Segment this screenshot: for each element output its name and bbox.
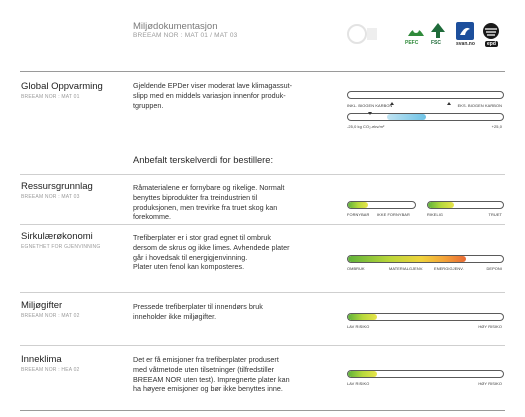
epd-label: epd: [487, 41, 496, 47]
bar-circular: [347, 255, 504, 263]
section-title-miljo: Miljøgifter: [21, 300, 63, 311]
bar-renewable: [347, 201, 416, 209]
bar-label: EKS. BIOGEN KARBON: [457, 103, 502, 108]
section-title-ressurs: Ressursgrunnlag: [21, 181, 93, 192]
bar-fill: [348, 256, 466, 262]
bar-fill: [348, 371, 377, 377]
page-title: Miljødokumentasjon: [133, 21, 218, 32]
section-code-inneklima: BREEAM NOR : HEA 02: [21, 367, 80, 373]
swan-label: svan.no: [456, 41, 475, 47]
marker-low-icon: [368, 112, 372, 115]
section-text-miljo: Pressede trefiberplater til innendørs bruk inneholder ikke miljøgifter.: [133, 302, 263, 321]
recommend-heading: Anbefalt terskelverdi for bestillere:: [133, 155, 274, 165]
section-code-global: BREEAM NOR : MAT 01: [21, 94, 80, 100]
bar-label: ENERGIGJENV.: [434, 266, 464, 271]
section-text-ressurs: Råmaterialene er fornybare og rikelige. Normalt benyttes biprodukter fra treindustrien til produksjonen, men trevirke fra truet skog kan forekomme.: [133, 183, 285, 222]
gwp-bar-fill: [387, 114, 426, 120]
divider: [20, 345, 505, 346]
bar-label: INKL. BIOGEN KARBON: [347, 103, 393, 108]
fsc-label: FSC: [431, 40, 441, 46]
divider: [20, 224, 505, 225]
bar-label: +25,0: [491, 124, 502, 129]
section-title-inneklima: Inneklima: [21, 354, 62, 365]
bar-label: -25,0 kg CO₂-ekv/m²: [347, 124, 385, 129]
gwp-bar-biogen: [347, 91, 504, 99]
bar-fill: [428, 202, 454, 208]
divider: [20, 71, 505, 72]
bar-toxins: [347, 313, 504, 321]
pefc-label: PEFC: [405, 40, 419, 46]
section-text-global: Gjeldende EPDer viser moderat lave klimagassut- slipp med en middels variasjon innenfor produk- tgruppen.: [133, 81, 292, 110]
bar-label: HØY RISIKO: [478, 381, 502, 386]
bar-label: TRUET: [488, 212, 502, 217]
section-title-sirk: Sirkulærøkonomi: [21, 231, 93, 242]
bar-label: OMBRUK: [347, 266, 365, 271]
section-title-global: Global Oppvarming: [21, 81, 103, 92]
divider: [20, 292, 505, 293]
bar-indoor: [347, 370, 504, 378]
bar-label: FORNYBAR: [347, 212, 370, 217]
page-subtitle: BREEAM NOR : MAT 01 / MAT 03: [133, 32, 238, 39]
faded-logo-icon: [345, 22, 379, 53]
section-code-sirk: EGNETHET FOR GJENVINNING: [21, 244, 101, 250]
bar-availability: [427, 201, 504, 209]
section-text-inneklima: Det er få emisjoner fra trefiberplater produsert med våtmetode uten tilsetninger (tilfredstiller BREEAM NOR uten test). Impregnerte plater kan ha høyere emisjoner og bør ikke benyttes inne.: [133, 355, 290, 394]
section-code-ressurs: BREEAM NOR : MAT 03: [21, 194, 80, 200]
bar-label: LAV RISIKO: [347, 324, 370, 329]
marker-excl-icon: [447, 102, 451, 105]
bar-label: IKKE FORNYBAR: [377, 212, 410, 217]
bar-label: RIKELIG: [427, 212, 444, 217]
bar-label: HØY RISIKO: [478, 324, 502, 329]
divider: [20, 174, 505, 175]
bar-label: LAV RISIKO: [347, 381, 370, 386]
divider: [20, 410, 505, 411]
section-code-miljo: BREEAM NOR : MAT 02: [21, 313, 80, 319]
bar-label: MATERIALGJENV.: [389, 266, 424, 271]
bar-label: DEPONI: [486, 266, 502, 271]
section-text-sirk: Trefiberplater er i stor grad egnet til ombruk dersom de skrus og ikke limes. Avhendede plater går i hovedsak til energigjenvinning. Plater uten fenol kan komposteres.: [133, 233, 290, 272]
bar-fill: [348, 202, 368, 208]
bar-fill: [348, 314, 377, 320]
